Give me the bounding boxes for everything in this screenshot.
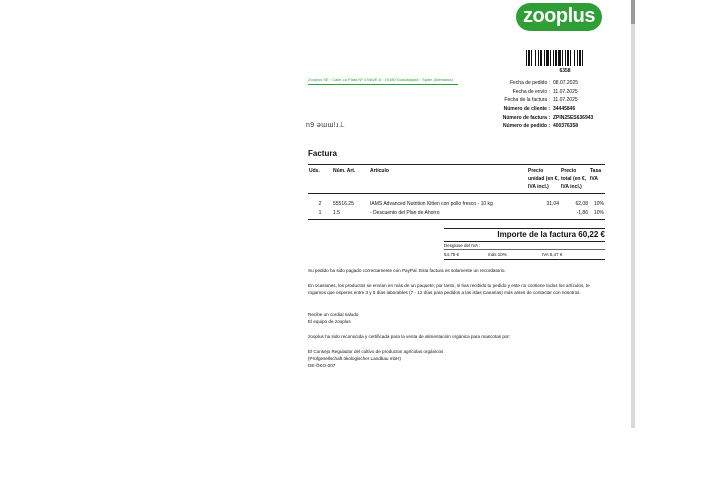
- barcode-bar: [579, 50, 581, 66]
- cell-precio-unidad: 31,04: [546, 201, 559, 207]
- meta-row-customer-number: [488, 106, 608, 115]
- col-num-art: Núm. Art.: [332, 165, 369, 194]
- meta-label: Fecha de pedido :: [509, 80, 550, 86]
- meta-value: 08.07.2025: [553, 80, 579, 86]
- greeting-line-2: El equipo de zooplus: [308, 319, 351, 324]
- barcode-bar: [550, 50, 551, 66]
- meta-label: Número de cliente :: [503, 106, 550, 113]
- barcode-bar: [577, 50, 578, 66]
- sender-address: Zooplus SE · Calle La Plata Nº 4 NAVE A · 19180 Guadalajara · Spain (Alemania): [308, 77, 458, 85]
- vat-rate: más 10%: [488, 252, 507, 257]
- meta-value: ZPIN25ES636943: [553, 114, 594, 121]
- meta-row-ship-date: [488, 89, 608, 98]
- barcode-bar: [570, 50, 571, 66]
- barcode-bar: [546, 50, 549, 66]
- barcode-bar: [562, 50, 563, 66]
- table-header-row: [308, 165, 605, 194]
- meta-label: Fecha de envío :: [512, 88, 550, 95]
- meta-row-invoice-date: [488, 97, 608, 106]
- council-line-3: DE-ÖKO-007: [308, 363, 336, 368]
- table-row: [308, 209, 605, 220]
- col-tasa-iva: Tasa IVA: [589, 165, 605, 194]
- cell-precio-total: 62,08: [575, 201, 588, 207]
- barcode-bar: [526, 50, 527, 66]
- barcode-bar: [535, 50, 536, 66]
- vat-base: 54,75 €: [444, 252, 460, 257]
- meta-row-order-date: [488, 80, 608, 89]
- cell-num-art: 55516.25: [333, 201, 354, 207]
- meta-label: Número de pedido :: [503, 123, 550, 130]
- col-articulo: Artículo: [369, 165, 527, 194]
- invoice-items-table: [308, 164, 605, 220]
- meta-label: Fecha de la factura :: [504, 97, 550, 104]
- vat-row: [444, 250, 605, 260]
- scrollbar-thumb[interactable]: [631, 0, 635, 24]
- meta-value: 400376358: [553, 123, 579, 130]
- meta-value: 34445846: [553, 106, 576, 113]
- meta-label: Número de factura :: [502, 114, 550, 121]
- barcode-bar: [544, 50, 545, 66]
- payment-message: Su pedido ha sido pagado correctamente con PayPal. Esta factura es solamente un recordatorio.: [308, 268, 506, 273]
- cell-precio-total: -1,86: [560, 209, 589, 220]
- barcode-bar: [567, 50, 569, 66]
- cell-tasa: 10%: [593, 201, 604, 207]
- cell-precio-unidad: [527, 209, 560, 220]
- barcode-bar: [565, 50, 566, 66]
- vat-breakdown-label: Desglose del IVA :: [444, 243, 605, 250]
- barcode-bar: [540, 50, 542, 66]
- scrollbar-track[interactable]: [631, 0, 635, 428]
- cell-uds: 2: [318, 201, 322, 207]
- meta-value: 11.07.2025: [553, 88, 578, 95]
- col-precio-unidad: Precio unidad (en €, IVA incl.): [527, 165, 560, 194]
- council-line-1: El Consejo Regulador del cultivo de productos agrícolas orgánicos: [308, 349, 444, 354]
- col-precio-total: Precio total (en €, IVA incl.): [560, 165, 589, 194]
- council-line-2: (Prüfgesellschaft ökologischer Landbau mbH): [308, 356, 401, 361]
- vat-breakdown: [444, 243, 605, 260]
- cell-num-art: 1.5: [332, 209, 369, 220]
- certification-text: zooplus ha sido reconocida y certificada para la venta de alimentación orgánica para mascotas por:: [308, 334, 511, 339]
- greeting-line-1: Recibe un cordial saludo: [308, 312, 359, 317]
- barcode-bar: [558, 50, 561, 66]
- barcode-bar: [528, 50, 530, 66]
- meta-row-order-number: [488, 123, 608, 132]
- barcode-bar: [555, 50, 557, 66]
- vat-amount: IVA 5,47 €: [542, 252, 563, 257]
- barcode-bar: [531, 50, 532, 66]
- barcode: [526, 50, 606, 66]
- invoice-title: Factura: [308, 149, 337, 158]
- meta-row-invoice-number: [488, 115, 608, 124]
- cell-articulo: - Descuento del Plan de Ahorro: [369, 209, 527, 220]
- barcode-bar: [582, 50, 583, 66]
- cell-articulo: IAMS Advanced Nutrition Kitten con pollo fresco - 10 kg: [370, 201, 493, 207]
- barcode-bar: [574, 50, 575, 66]
- col-uds: Uds.: [308, 165, 332, 194]
- barcode-bar: [553, 50, 554, 66]
- table-row: [308, 200, 605, 209]
- recipient-address: n9 ǝɯɯ!ɹ⊥: [306, 122, 346, 129]
- invoice-total: Importe de la factura 60,22 €: [444, 228, 605, 242]
- barcode-number: 6358: [559, 68, 571, 74]
- zooplus-logo: zooplus: [516, 3, 602, 31]
- invoice-meta: [488, 80, 608, 132]
- barcode-bar: [538, 50, 539, 66]
- cell-uds: 1: [308, 209, 332, 220]
- shipping-message: En ocasiones, los productos se envían en más de un paquete; por tanto, si has recibido tu pedido y este no contiene todos los artículos, te rogamos que esperes entre 3 y 5 días laborables (7 - 12 días para pedidos a las islas Canarias) más antes de contactar con nosotros.: [308, 283, 590, 295]
- cell-tasa: 10%: [589, 209, 605, 220]
- meta-value: 11.07.2025: [553, 97, 578, 104]
